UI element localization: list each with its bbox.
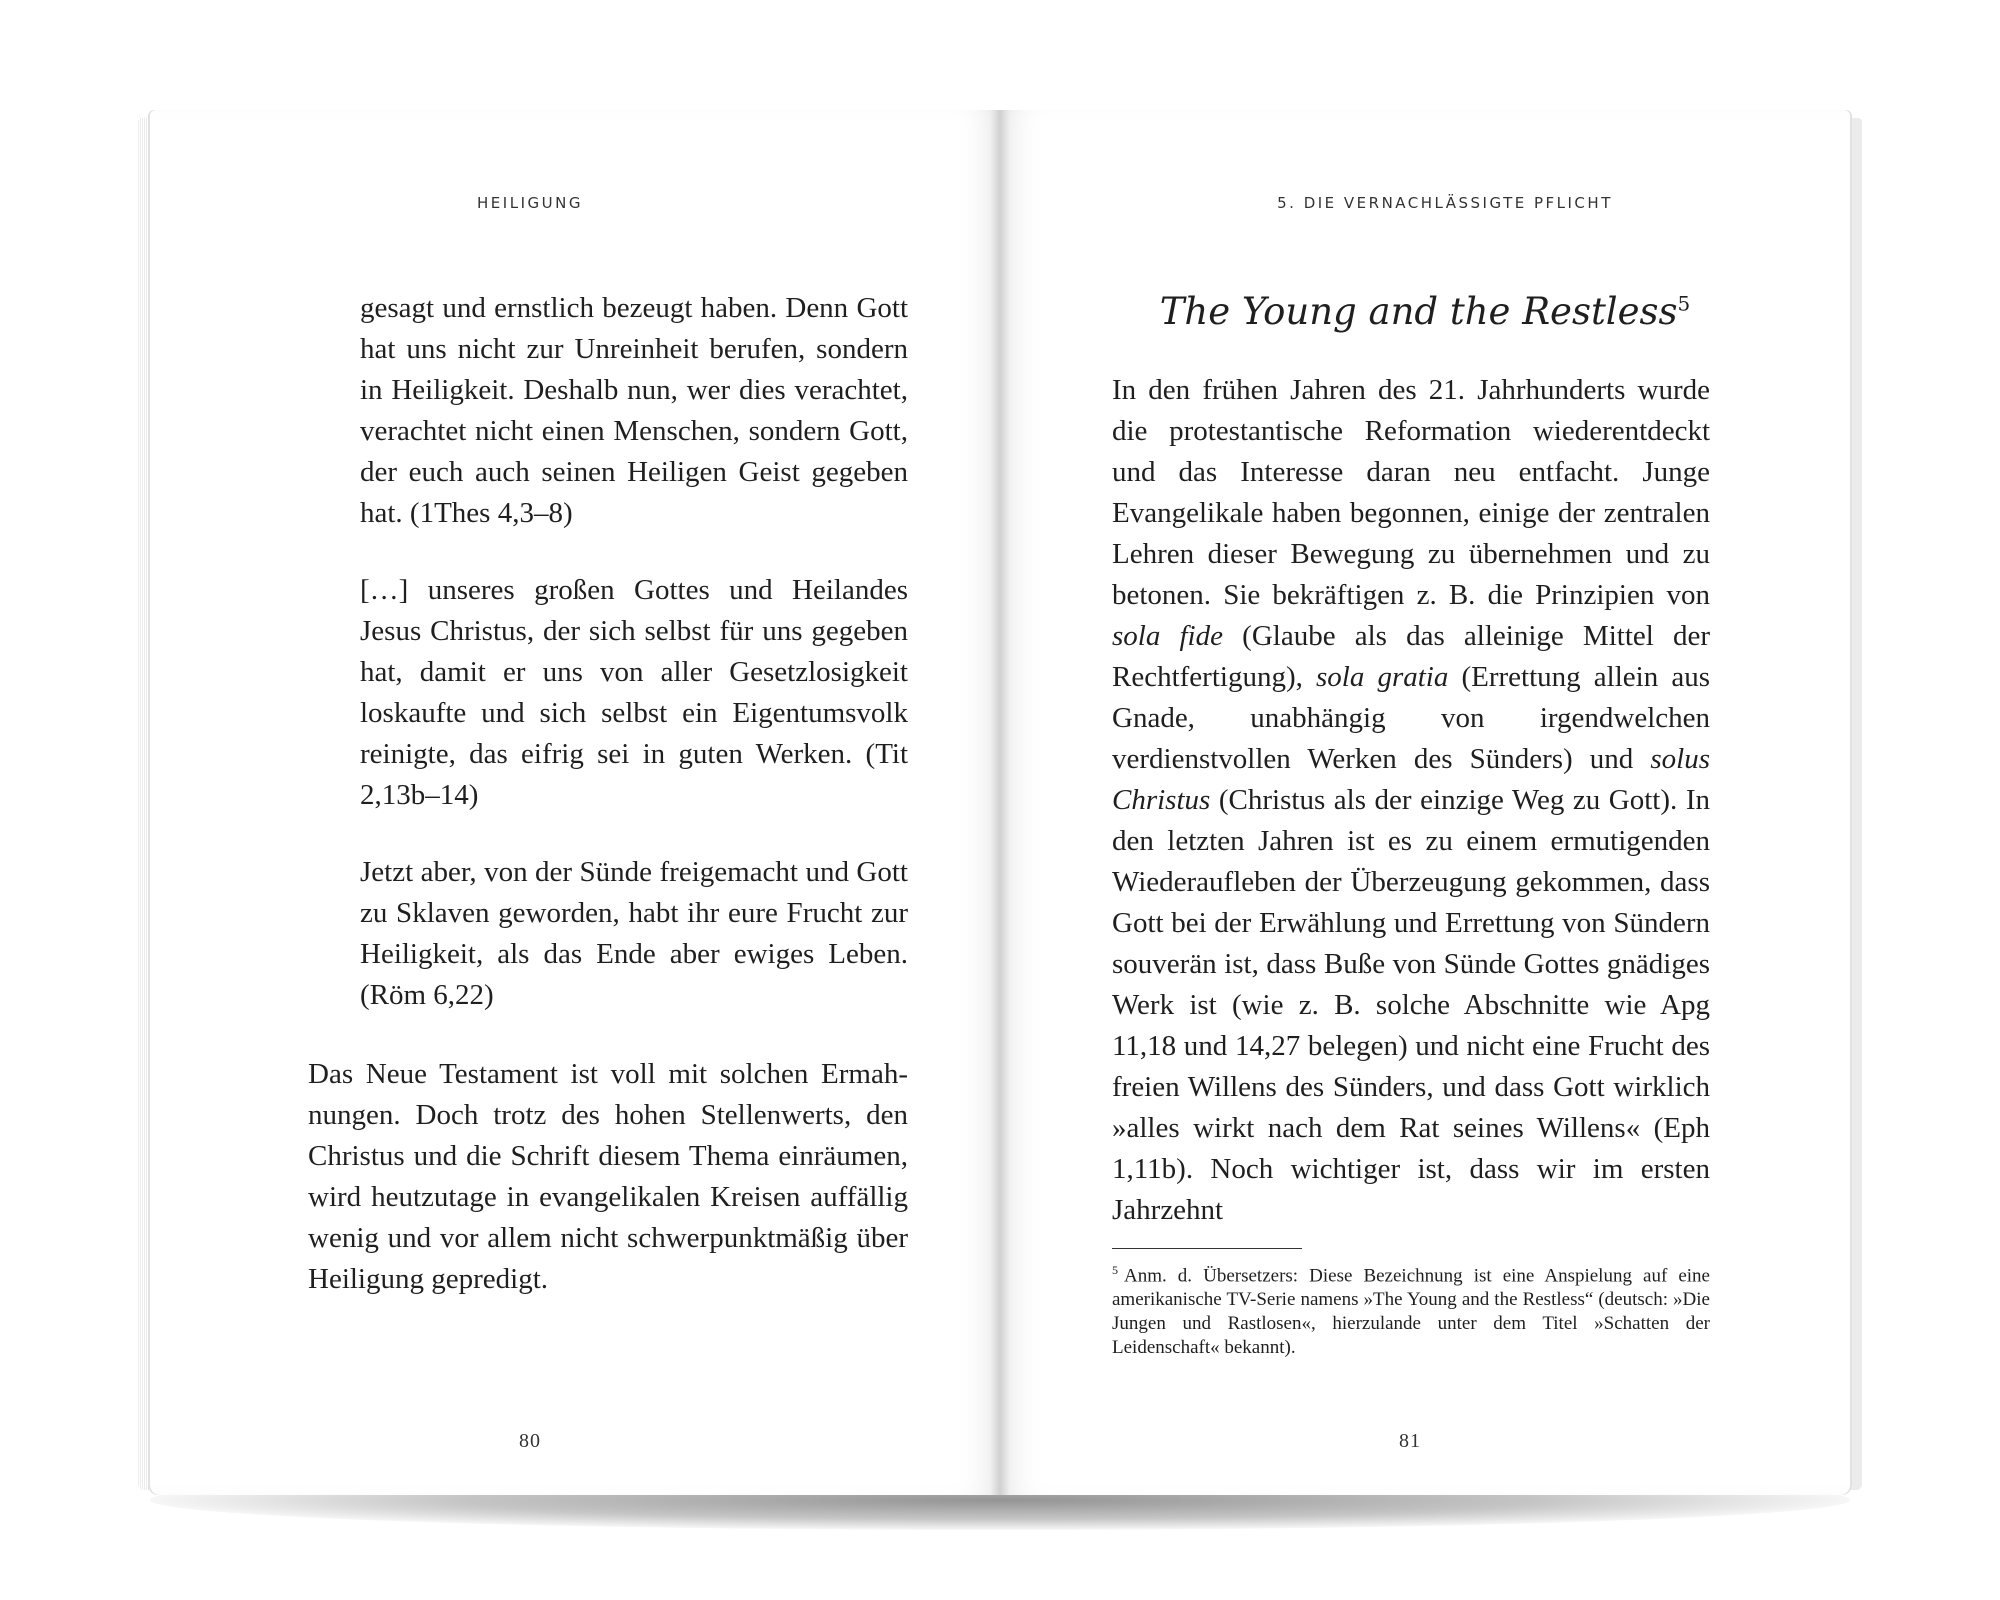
text-run: In den frühen Jahren des 21. Jahrhunderts wurde die protestantische Reformation wiederentdeckt und das Interesse daran neu entfacht. Junge Evangelikale haben begonnen, einige der zentralen Lehren dieser Bewegung zu übernehmen und zu betonen. Sie bekräftigen z. B. die Prinzipien von: [1112, 374, 1710, 611]
footnote-divider: [1112, 1248, 1302, 1249]
left-body-paragraph: [308, 1054, 908, 1300]
text-run: (Glaube als das alleinige Mittel der Rechtfertigung),: [1112, 620, 1710, 693]
text-run: (Errettung allein aus Gnade, unabhängig von irgendwelchen verdienstvollen Werken des Sünders) und: [1112, 661, 1710, 775]
quote-text: Jetzt aber, von der Sünde freigemacht und Gott zu Sklaven geworden, habt ihr eure Frucht zur Heiligkeit, als das Ende aber ewiges Leben. (Röm 6,22): [360, 856, 908, 1011]
running-head-right: 5. DIE VERNACHLÄSSIGTE PFLICHT: [1277, 194, 1613, 212]
paragraph-text: [1112, 370, 1710, 1231]
bible-quote-2: [360, 570, 908, 816]
bible-quote-1: [360, 288, 908, 534]
section-heading: [1000, 290, 1850, 333]
footnote-number: 5: [1112, 1263, 1118, 1277]
footnote-text: Anm. d. Übersetzers: Diese Bezeichnung ist eine Anspielung auf eine amerikanische TV-Serie namens »The Young and the Restless“ (deutsch: »Die Jungen und Rastlosen«, hierzulande unter dem Titel »Schatten der Leidenschaft« bekannt).: [1112, 1265, 1710, 1359]
paragraph-text: Das Neue Testament ist voll mit solchen Ermahnungen. Doch trotz des hohen Stellenwerts, den Christus und die Schrift diesem Thema einräumen, wird heutzutage in evangelikalen Kreisen auffällig wenig und vor allem nicht schwerpunktmäßig über Heiligung gepredigt.: [308, 1058, 908, 1295]
book-gutter: [990, 110, 1010, 1495]
text-run: (Christus als der einzige Weg zu Gott). In den letzten Jahren ist es zu einem ermutigenden Wiederaufleben der Überzeugung gekommen, dass Gott bei der Erwählung und Errettung von Sündern souverän ist, dass Buße von Sünde Gottes gnädiges Werk ist (wie z. B. solche Abschnitte wie Apg 11,18 und 14,27 belegen) und nicht eine Frucht des freien Willens des Sünders, und dass Gott wirklich »alles wirkt nach dem Rat seines Willens« (Eph 1,11b). Noch wichtiger ist, dass wir im ersten Jahrzehnt: [1112, 784, 1710, 1226]
latin-term: sola fide: [1112, 620, 1223, 652]
quote-text: […] unseres großen Gottes und Heilandes Jesus Christus, der sich selbst für uns gegeben hat, damit er uns von aller Gesetzlosigkeit loskaufte und sich selbst ein Eigentumsvolk reinigte, das eifrig sei in guten Werken. (Tit 2,13b–14): [360, 574, 908, 811]
section-heading-text: The Young and the Restless: [1159, 290, 1678, 333]
right-body-paragraph: [1112, 370, 1710, 1231]
page-number-right: 81: [1399, 1430, 1421, 1452]
page-number-left: 80: [519, 1430, 541, 1452]
latin-term: sola gratia: [1315, 661, 1449, 693]
footnote-reference[interactable]: 5: [1677, 291, 1691, 316]
right-page: [1000, 110, 1850, 1495]
running-head-left: HEILIGUNG: [477, 194, 583, 212]
footnote: [1112, 1258, 1710, 1360]
bible-quote-3: [360, 852, 908, 1016]
quote-text: gesagt und ernstlich bezeugt haben. Denn Gott hat uns nicht zur Unreinheit berufen, sondern in Heiligkeit. Deshalb nun, wer dies verachtet, verachtet nicht einen Menschen, sondern Gott, der euch auch seinen Heiligen Geist gegeben hat. (1Thes 4,3–8): [360, 292, 908, 529]
latin-term: solus Christus: [1112, 743, 1710, 816]
left-page: [150, 110, 1000, 1495]
